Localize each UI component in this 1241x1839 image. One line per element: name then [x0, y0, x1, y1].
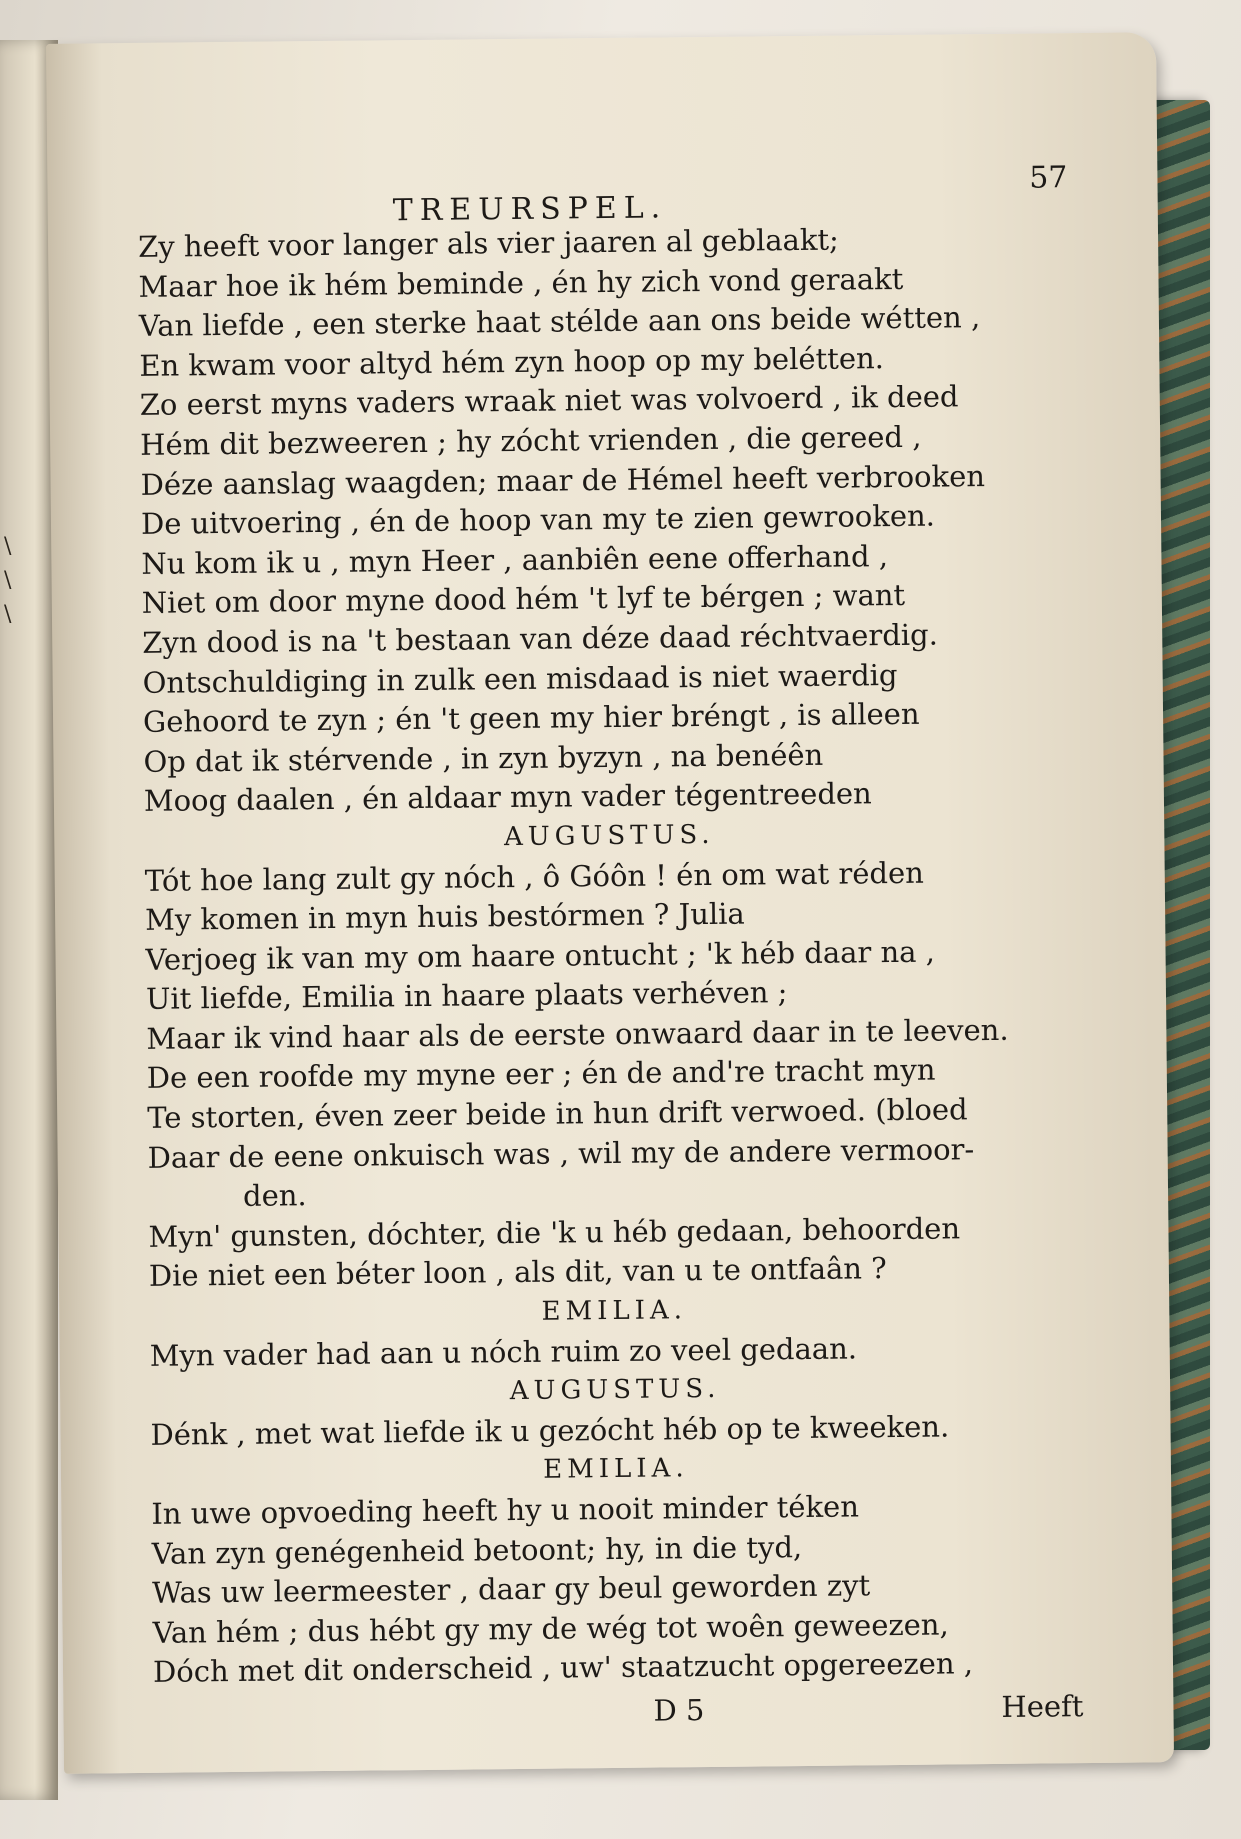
left-page-marks: [4, 530, 11, 632]
speaker-name: EMILIA.: [541, 1295, 688, 1327]
verse-line: Daar de eene onkuisch was , wil my de andere vermoor-: [147, 1131, 975, 1175]
book-page: [46, 32, 1174, 1774]
verse-line: Gehoord te zyn ; én 't geen my hier bréngt , is alleen: [142, 696, 920, 740]
verse-body: [138, 218, 1083, 1693]
verse-line: Zy heeft voor langer als vier jaaren al geblaakt;: [137, 222, 840, 264]
catchword: Heeft: [1001, 1689, 1084, 1724]
verse-line: Was uw leermeester , daar gy beul geworden zyt: [152, 1568, 871, 1611]
verse-line: Ontschuldiging in zulk een misdaad is niet waerdig: [142, 657, 898, 700]
verse-line: Myn' gunsten, dóchter, die 'k u héb gedaan, behoorden: [148, 1211, 961, 1254]
verse-line: Déze aanslag waagden; maar de Hémel heeft verbrooken: [140, 458, 986, 502]
verse-line: En kwam voor altyd hém zyn hoop op my belétten.: [139, 340, 885, 383]
left-page-mark: \: [4, 602, 12, 627]
verse-line: Op dat ik stérvende , in zyn byzyn , na benéên: [143, 737, 824, 779]
left-page-mark: \: [4, 534, 12, 559]
verse-line: Dénk , met wat liefde ik u gezócht héb op te kweeken.: [150, 1409, 950, 1452]
speaker-name: EMILIA.: [543, 1453, 689, 1486]
verse-line: Verjoeg ik van my om haare ontucht ; 'k héb daar na ,: [145, 934, 936, 977]
verse-line: Zyn dood is na 't bestaan van déze daad réchtvaerdig.: [142, 617, 939, 660]
signature-mark: D 5: [653, 1693, 705, 1728]
verse-line: Maar hoe ik hém beminde , én hy zich vond geraakt: [138, 261, 904, 304]
page-header: [137, 148, 1068, 228]
verse-line: Uit liefde, Emilia in haare plaats verhéven ;: [145, 975, 788, 1017]
page-number: 57: [1029, 160, 1068, 196]
running-head: TREURSPEL.: [392, 190, 668, 229]
verse-line: Die niet een béter loon , als dit, van u te ontfaân ?: [148, 1251, 887, 1294]
verse-line: Van zyn genégenheid betoont; hy, in die tyd,: [151, 1529, 803, 1571]
verse-line: Niet om door myne dood hém 't lyf te bérgen ; want: [141, 578, 906, 621]
verse-line: Maar ik vind haar als de eerste onwaard daar in te leeven.: [146, 1012, 1009, 1056]
verse-line: Nu kom ik u , myn Heer , aanbiên eene offerhand ,: [141, 538, 889, 581]
verse-line: Te storten, éven zeer beide in hun drift verwoed. (bloed: [147, 1092, 968, 1135]
verse-line: In uwe opvoeding heeft hy u nooit minder téken: [151, 1489, 860, 1531]
verse-line: Zo eerst myns vaders wraak niet was volvoerd , ik deed: [139, 379, 959, 423]
speaker-name: AUGUSTUS.: [503, 819, 715, 853]
verse-line: Van hém ; dus hébt gy my de wég tot woên geweezen,: [152, 1607, 949, 1650]
text-block: [137, 148, 1084, 1741]
verse-line: Tót hoe lang zult gy nóch , ô Góôn ! én om wat réden: [144, 855, 924, 898]
verse-line: Hém dit bezweeren ; hy zócht vrienden , die gereed ,: [139, 419, 922, 462]
verse-line: De een roofde my myne eer ; én de and're tracht myn: [146, 1053, 936, 1096]
verse-line: Myn vader had aan u nóch ruim zo veel gedaan.: [149, 1331, 858, 1373]
speaker-name: AUGUSTUS.: [509, 1374, 721, 1407]
verse-line: Dóch met dit onderscheid , uw' staatzucht opgereezen ,: [152, 1646, 974, 1690]
page-footer: [153, 1689, 1083, 1741]
verse-line: Moog daalen , én aldaar myn vader tégentreeden: [143, 776, 872, 819]
verse-line: De uitvoering , én de hoop van my te zien gewrooken.: [140, 498, 936, 542]
verse-line: Van liefde , een sterke haat stélde aan ons beide wétten ,: [138, 300, 981, 344]
verse-line: den.: [242, 1178, 307, 1214]
left-page-mark: \: [4, 568, 12, 593]
verse-line: My komen in myn huis bestórmen ? Julia: [144, 896, 745, 937]
